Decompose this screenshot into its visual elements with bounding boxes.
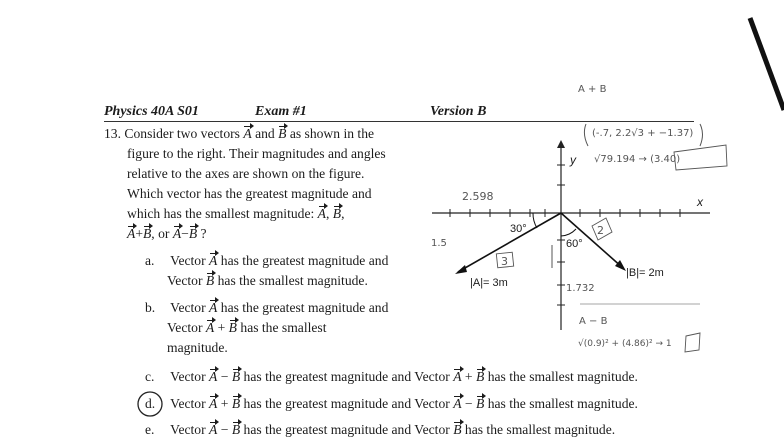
x-axis-label: x: [697, 195, 703, 209]
option-b-line-3: magnitude.: [167, 340, 228, 355]
option-b-line-2: Vector A + B has the smallest: [167, 320, 327, 335]
handwritten-paren: [584, 124, 588, 146]
option-c-letter: c.: [145, 369, 155, 384]
handwritten-1-5: 1.5: [431, 238, 447, 249]
handwritten-a-plus-b: A + B: [578, 84, 607, 95]
y-axis-label: y: [570, 153, 576, 167]
vector-a-head: [455, 265, 467, 274]
exam-label: Exam #1: [255, 104, 307, 119]
handwritten-a-minus-b: A − B: [579, 316, 608, 327]
angle-a-arc: [533, 213, 537, 228]
vector-b-symbol: B: [278, 126, 287, 141]
course-label: Physics 40A S01: [104, 104, 199, 119]
handwritten-sum-magnitude: √79.194 → (3.40): [594, 154, 681, 165]
question-line-2: figure to the right. Their magnitudes and angles: [127, 146, 386, 161]
vector-a-magnitude: |A|= 3m: [470, 277, 508, 289]
scan-edge-mark: [750, 18, 784, 110]
question-line-4: Which vector has the greatest magnitude and: [127, 186, 372, 201]
option-a-line-1: a. Vector A has the greatest magnitude and: [145, 253, 389, 268]
option-a-line-2: Vector B has the smallest magnitude.: [167, 273, 368, 288]
angle-a-label: 30°: [510, 223, 527, 235]
handwritten-diff-box: [685, 333, 700, 352]
option-d-line: d. Vector A + B has the greatest magnitude and Vector A − B has the smallest magnitude.: [145, 396, 638, 411]
vector-b-magnitude: |B|= 2m: [626, 267, 664, 279]
answer-circle: [138, 392, 162, 416]
option-c-line: c. Vector A − B has the greatest magnitude and Vector A + B has the smallest magnitude.: [145, 369, 638, 384]
handwritten-paren-close: [700, 124, 703, 146]
y-axis-arrow: [557, 140, 565, 148]
option-a-letter: a.: [145, 253, 155, 268]
handwritten-3: 3: [501, 255, 508, 268]
vector-a-symbol: A: [243, 126, 252, 141]
option-d-letter: d.: [145, 396, 156, 411]
angle-b-label: 60°: [566, 238, 583, 250]
question-number: 13.: [104, 126, 121, 141]
angle-b-arc: [561, 229, 576, 236]
question-line-1: 13. Consider two vectors A and B as shown in the: [104, 126, 375, 141]
handwritten-diff-magnitude: √(0.9)² + (4.86)² → 1: [578, 339, 672, 349]
question-line-5: which has the smallest magnitude: A, B,: [127, 206, 345, 221]
handwritten-sum-box: [674, 145, 727, 170]
handwritten-sum-components: (-.7, 2.2√3 + −1.37): [592, 128, 694, 139]
handwritten-1732: 1.732: [566, 283, 595, 294]
vector-a-arrow: [458, 213, 561, 272]
option-e-line: e. Vector A − B has the greatest magnitude and Vector B has the smallest magnitude.: [145, 422, 616, 437]
option-e-letter: e.: [145, 422, 155, 437]
handwritten-2598: 2.598: [462, 190, 494, 203]
option-b-letter: b.: [145, 300, 156, 315]
version-label: Version B: [430, 104, 487, 119]
option-b-line-1: b. Vector A has the greatest magnitude and: [145, 300, 389, 315]
handwritten-2: 2: [597, 224, 604, 237]
question-line-6: A+B, or A−B ?: [127, 226, 207, 241]
question-line-3: relative to the axes are shown on the figure.: [127, 166, 365, 181]
